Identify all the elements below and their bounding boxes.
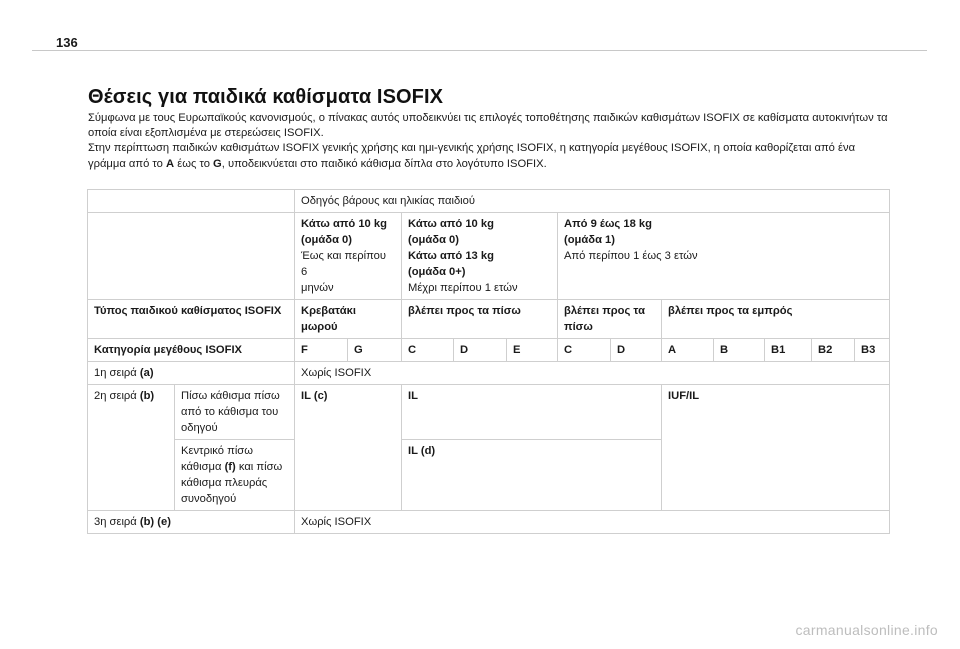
size-class-cell: E [507,339,558,362]
seat-text-line [181,459,288,475]
row-label-cell [88,385,175,511]
size-class-cell: G [348,339,402,362]
age-label: Έως και περίπου 6 [301,250,386,278]
rear-value-cell: IL [402,385,662,440]
carrycot-cell: Κρεβατάκι μωρού [295,300,402,339]
size-class-cell: A [662,339,714,362]
row-label: 1η σειρά [94,367,140,379]
row-value-cell: Χωρίς ISOFIX [295,362,890,385]
seat-position-cell [175,385,295,440]
seat-text: συνοδηγού [181,493,237,505]
seat-text: Πίσω κάθισμα πίσω [181,390,280,402]
weight-label: Κάτω από 10 kg [408,218,494,230]
group-label: (ομάδα 1) [564,234,615,246]
header-divider [32,50,927,51]
guide-header-cell: Οδηγός βάρους και ηλικίας παιδιού [295,190,890,213]
seat-text: και πίσω [235,461,283,473]
group-label: (ομάδα 0) [301,234,352,246]
intro-text-part: , υποδεικνύεται στο παιδικό κάθισμα δίπλα στο λογότυπο ISOFIX. [221,157,547,170]
rear-facing-cell-2 [558,300,662,339]
forward-value-cell: IUF/IL [662,385,890,511]
size-class-cell: B2 [812,339,855,362]
age-label: μηνών [301,282,334,294]
carrycot-value-cell: IL (c) [295,385,402,511]
group-0-cell [295,213,402,300]
table-cell-empty [88,213,295,300]
seat-text: οδηγού [181,422,218,434]
group-label: (ομάδα 0+) [408,266,466,278]
footnote-ref: (a) [139,367,154,379]
size-class-cell: F [295,339,348,362]
group-label: (ομάδα 0) [408,234,459,246]
table-row-guide [88,190,890,213]
size-class-cell: C [402,339,454,362]
weight-label: Κάτω από 10 kg [301,218,387,230]
seat-text: Κεντρικό πίσω [181,445,253,457]
table-row-second-a [88,385,890,440]
intro-text-part: έως το [174,157,214,170]
age-label: Μέχρι περίπου 1 ετών [408,282,518,294]
row-value-cell: Χωρίς ISOFIX [295,511,890,534]
rear-facing-cell: βλέπει προς τα πίσω [402,300,558,339]
weight-label: Από 9 έως 18 kg [564,218,652,230]
group-1-cell [558,213,890,300]
rear-facing-text: βλέπει προς τα [564,305,645,317]
weight-label: Κάτω από 13 kg [408,250,494,262]
table-row-groups [88,213,890,300]
page-number: 136 [56,35,78,50]
size-class-cell: D [454,339,507,362]
size-class-cell: B3 [855,339,890,362]
rear-facing-text: πίσω [564,321,593,333]
size-class-cell: D [611,339,662,362]
forward-facing-cell: βλέπει προς τα εμπρός [662,300,890,339]
row-label-cell [88,362,295,385]
intro-text [88,111,888,172]
size-class-cell: C [558,339,611,362]
row-label: 3η σειρά [94,516,140,528]
intro-text-part: Στην περίπτωση παιδικών καθισμάτων ISOFIX γενικής χρήσης και ημι-γενικής χρήσης ISOFIX, η κατηγορία μεγέθους ISOFIX, η οποία καθορίζεται από ένα γράμμα από το [88,142,856,170]
intro-paragraph-2 [88,141,888,171]
table-row-first [88,362,890,385]
rear-value-cell: IL (d) [402,440,662,511]
group-0plus-cell [402,213,558,300]
size-class-cell: B1 [765,339,812,362]
table-cell-empty [88,190,295,213]
age-label: Από περίπου 1 έως 3 ετών [564,250,698,262]
row-label-cell [88,511,295,534]
seat-text: κάθισμα [181,461,225,473]
size-letter-a: A [166,157,175,170]
size-class-cell: B [714,339,765,362]
size-label-cell: Κατηγορία μεγέθους ISOFIX [88,339,295,362]
isofix-table [87,189,890,534]
intro-paragraph-1: Σύμφωνα με τους Ευρωπαϊκούς κανονισμούς, ο πίνακας αυτός υποδεικνύει τις επιλογές τοποθέτησης παιδικών καθισμάτων ISOFIX σε καθίσματα αυτοκινήτων τα οποία είναι εξοπλισμένα με στερεώσεις ISOFIX. [88,112,888,140]
seat-text: κάθισμα πλευράς [181,477,268,489]
table-row-third [88,511,890,534]
size-letter-g: G [213,157,222,170]
seat-position-cell [175,440,295,511]
footnote-ref: (f) [224,461,236,473]
table-row-size [88,339,890,362]
row-label: 2η σειρά [94,390,140,402]
type-label-cell: Τύπος παιδικού καθίσματος ISOFIX [88,300,295,339]
footnote-ref: (b) (e) [139,516,171,528]
watermark: carmanualsonline.info [795,622,938,638]
footnote-ref: (b) [139,390,155,402]
table-row-type [88,300,890,339]
seat-text: από το κάθισμα του [181,406,279,418]
page-title: Θέσεις για παιδικά καθίσματα ISOFIX [88,86,444,108]
